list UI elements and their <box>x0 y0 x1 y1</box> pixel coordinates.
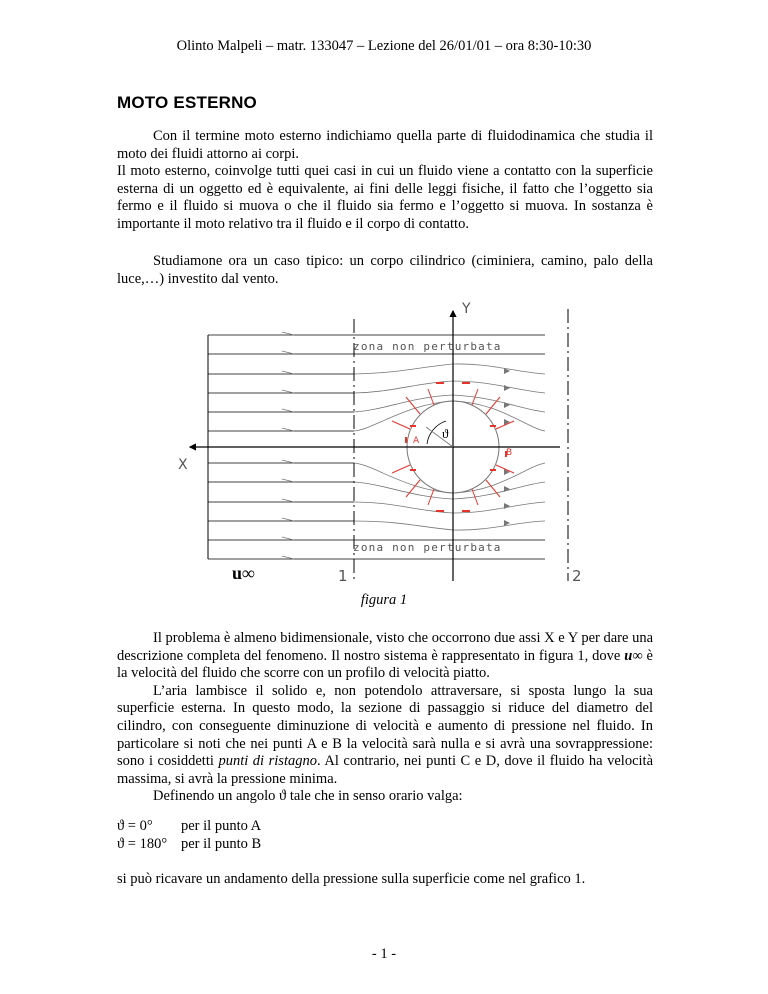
paragraph-intro-line1: Con il termine moto esterno indichiamo quella parte di fluidodinamica che studia il moto dei fluidi attorno ai corpi. <box>117 128 653 162</box>
theta-line-a <box>117 818 261 835</box>
theta-label: ϑ <box>442 426 449 441</box>
section-2-label: 2 <box>572 567 582 585</box>
paragraph-air-part2: . Al contrario, nei punti C e D, dove il fluido ha velocità massima, si avrà la pressione minima. <box>117 753 654 787</box>
u-inf-symbol: u∞ <box>624 647 643 664</box>
paragraph-intro <box>117 128 653 234</box>
page-header: Olinto Malpeli – matr. 133047 – Lezione del 26/01/01 – ora 8:30-10:30 <box>176 38 592 54</box>
flow-diagram <box>170 297 590 589</box>
theta-b-desc: per il punto B <box>181 836 262 852</box>
zone-top-label: zona non perturbata <box>353 340 502 353</box>
paragraph-theta-def: Definendo un angolo ϑ tale che in senso orario valga: <box>153 788 463 805</box>
section-1-label: 1 <box>338 567 348 585</box>
figure-caption: figura 1 <box>360 592 408 608</box>
paragraph-problem-text <box>117 630 653 683</box>
x-axis-label: X <box>178 457 188 473</box>
theta-a-desc: per il punto A <box>181 818 262 834</box>
theta-a-equation: ϑ = 0° <box>117 818 153 834</box>
theta-ray <box>426 427 453 447</box>
paragraph-conclusion-text: si può ricavare un andamento della pressione sulla superficie come nel grafico 1. <box>117 871 586 887</box>
u-inf-label: u∞ <box>232 563 255 583</box>
inflow-ticks <box>282 332 294 559</box>
page-number: - 1 - <box>371 946 397 962</box>
paragraph-air-part1: L’aria lambisce il solido e, non potendolo attraversare, si sposta lungo la sua superficie esterna. In questo modo, la sezione di passaggio si riduce del diametro del cilindro, con conseguente diminuzione di velocità e aumento di pressione nel fluido. In particolare si noti che nei punti A e B la velocità sarà nulla e si avrà una sovrappressione: sono i cosiddetti <box>117 682 653 770</box>
stagnation-term: punti di ristagno <box>218 753 317 770</box>
zone-bottom-label: zona non perturbata <box>353 541 502 554</box>
section-title: MOTO ESTERNO <box>117 93 257 112</box>
paragraph-problem-part2: è la velocità del fluido che scorre con un profilo di velocità piatto. <box>117 647 653 682</box>
paragraph-problem <box>117 630 653 806</box>
theta-line-b <box>117 836 261 853</box>
point-a-label: A <box>413 436 420 446</box>
paragraph-air <box>117 683 653 789</box>
paragraph-conclusion <box>117 871 653 889</box>
y-axis-label: Y <box>462 301 471 317</box>
point-b-label: B <box>506 448 513 458</box>
paragraph-case-text: Studiamone ora un caso tipico: un corpo cilindrico (ciminiera, camino, palo della luce,…) investito dal vento. <box>117 253 653 287</box>
flow-figure <box>170 297 590 589</box>
paragraph-problem-part1: Il problema è almeno bidimensionale, visto che occorrono due assi X e Y per dare una descrizione completa del fenomeno. Il nostro sistema è rappresentato in figura 1, dove <box>117 630 653 664</box>
paragraph-case <box>117 253 653 288</box>
paragraph-intro-line2: Il moto esterno, coinvolge tutti quei casi in cui un fluido viene a contatto con la superficie esterna di un oggetto ed è equivalente, ai fini delle leggi fisiche, il fatto che l’oggetto sia fermo e il fluido si muova o che il fluido sia fermo e l’oggetto si muova. In sostanza è importante il moto relativo tra il fluido e il corpo di contatto. <box>117 163 653 232</box>
theta-b-equation: ϑ = 180° <box>117 836 168 852</box>
